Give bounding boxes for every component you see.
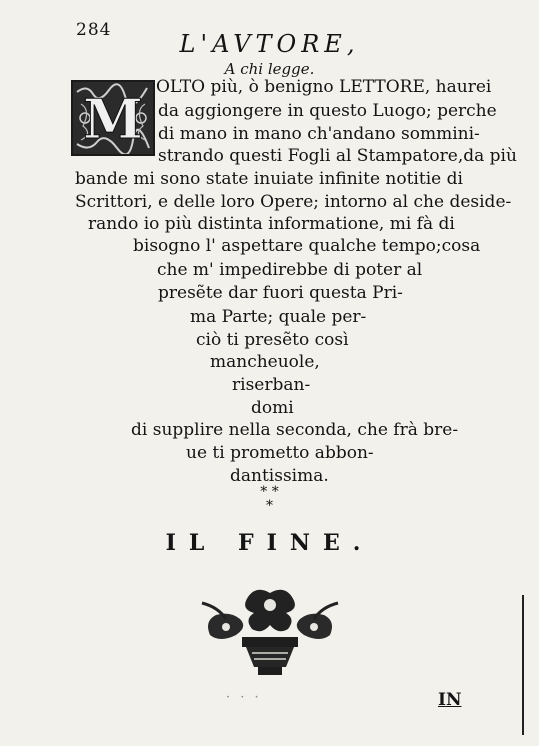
signature-marks: · · · <box>226 690 262 705</box>
text-line: mancheuole, <box>210 352 320 372</box>
star-ornament <box>0 485 539 513</box>
end-text: IL FINE. <box>165 530 374 556</box>
stars-text: * * * <box>260 484 279 514</box>
text-line: bisogno l' aspettare qualche tempo;cosa <box>133 236 481 256</box>
text-line: OLTO più, ò benigno LETTORE, haurei <box>156 77 492 97</box>
text-line: da aggiongere in questo Luogo; perche <box>158 101 497 121</box>
vase-ornament-icon <box>196 585 344 680</box>
text-line: riserban- <box>232 375 311 395</box>
text-line: che m' impedirebbe di poter al <box>157 260 423 280</box>
page-number: 284 <box>76 20 112 40</box>
text-line: dantissima. <box>230 466 329 486</box>
text-line: ma Parte; quale per- <box>190 307 367 327</box>
text-line: ciò ti presẽto così <box>196 330 349 350</box>
text-line: bande mi sono state inuiate infinite notitie di <box>75 169 463 189</box>
catchword: IN <box>438 690 462 710</box>
text-line: ue ti prometto abbon- <box>186 443 374 463</box>
text-line: domi <box>251 398 294 418</box>
text-line: presẽte dar fuori questa Pri- <box>158 283 403 303</box>
text-line: strando questi Fogli al Stampatore,da più <box>158 146 517 166</box>
text-line: Scrittori, e delle loro Opere; intorno al che deside- <box>75 192 512 212</box>
page-subheading: A chi legge. <box>224 60 315 78</box>
page-edge-shadow <box>522 595 524 735</box>
svg-text:M: M <box>83 87 143 151</box>
text-line: di supplire nella seconda, che frà bre- <box>131 420 459 440</box>
floral-initial-icon <box>73 82 153 154</box>
text-line: di mano in mano ch'andano sommini- <box>158 124 480 144</box>
text-line: rando io più distinta informatione, mi fà di <box>88 214 455 234</box>
decorated-initial-m <box>71 80 155 156</box>
page-heading: L'AVTORE, <box>179 30 360 58</box>
